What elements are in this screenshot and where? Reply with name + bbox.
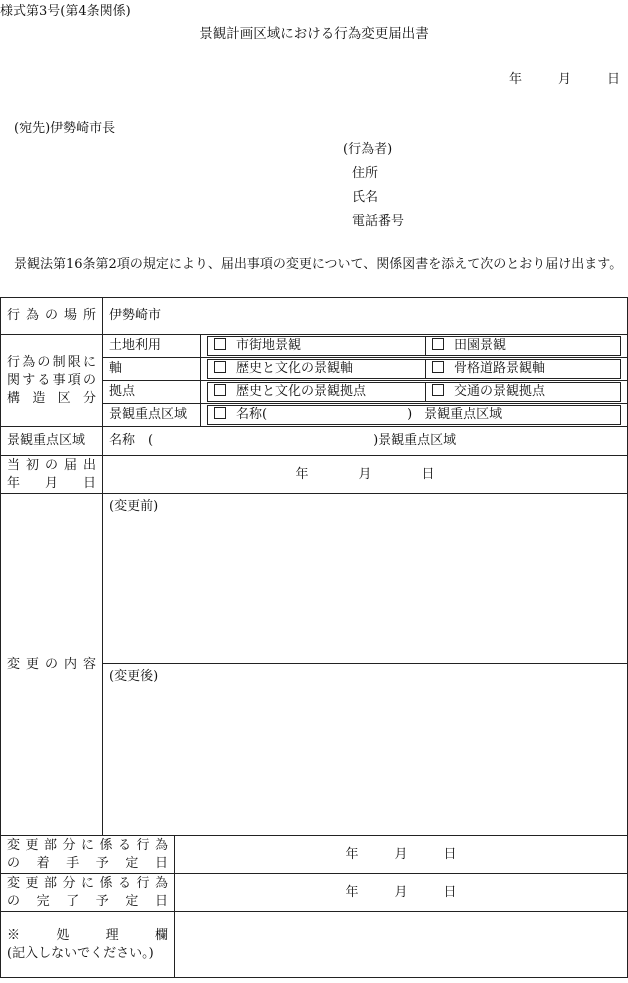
name-label: 氏名 [352, 190, 379, 205]
restriction-options [201, 404, 628, 427]
checkbox-option[interactable]: 歴史と文化の景観拠点 [208, 383, 426, 402]
start-date-field[interactable]: 年 月 日 [175, 836, 628, 874]
initial-date-label: 当初の届出 年 月 日 [1, 456, 103, 494]
before-change-field[interactable]: (変更前) [103, 494, 628, 664]
notification-form-table [0, 297, 628, 978]
address-label: 住所 [352, 166, 379, 181]
actor-label: (行為者) [343, 142, 393, 157]
checkbox-icon[interactable] [214, 407, 226, 419]
year-label: 年 [508, 72, 522, 87]
restriction-label: 行為の制限に関する事項の構造区分 [1, 335, 103, 427]
restriction-category: 拠点 [103, 381, 201, 404]
checkbox-option[interactable]: 市街地景観 [208, 337, 426, 356]
restriction-options [201, 381, 628, 404]
month-label: 月 [557, 72, 571, 87]
day-label: 日 [606, 72, 620, 87]
restriction-category: 景観重点区域 [103, 404, 201, 427]
processing-label: ※ 処 理 欄 (記入しないでください。) [1, 912, 175, 978]
restriction-options [201, 358, 628, 381]
restriction-options [201, 335, 628, 358]
checkbox-icon[interactable] [432, 361, 444, 373]
submission-date [509, 68, 620, 87]
location-value[interactable]: 伊勢崎市 [103, 298, 628, 335]
form-number: 様式第3号(第4条関係) [0, 4, 131, 19]
restriction-category: 土地利用 [103, 335, 201, 358]
checkbox-option[interactable]: 交通の景観拠点 [426, 383, 621, 402]
checkbox-icon[interactable] [214, 384, 226, 396]
checkbox-option[interactable]: 田園景観 [426, 337, 621, 356]
intro-text: 景観法第16条第2項の規定により、届出事項の変更について、関係図書を添えて次のとおり届け出ます。 [14, 257, 623, 272]
start-date-label: 変更部分に係る行為 の着手予定日 [1, 836, 175, 874]
checkbox-icon[interactable] [432, 338, 444, 350]
checkbox-option[interactable]: 名称( ) 景観重点区域 [208, 406, 621, 425]
key-area-label: 景観重点区域 [1, 427, 103, 456]
addressee: (宛先)伊勢崎市長 [14, 121, 116, 136]
checkbox-icon[interactable] [214, 338, 226, 350]
checkbox-option[interactable]: 歴史と文化の景観軸 [208, 360, 426, 379]
checkbox-option[interactable]: 骨格道路景観軸 [426, 360, 621, 379]
change-content-label: 変更の内容 [1, 494, 103, 836]
document-title: 景観計画区域における行為変更届出書 [199, 26, 429, 42]
location-label: 行為の場所 [1, 298, 103, 335]
restriction-category: 軸 [103, 358, 201, 381]
key-area-field[interactable]: 名称 ( )景観重点区域 [103, 427, 628, 456]
phone-label: 電話番号 [352, 214, 405, 229]
processing-field [175, 912, 628, 978]
initial-date-field[interactable]: 年 月 日 [103, 456, 628, 494]
after-change-field[interactable]: (変更後) [103, 664, 628, 836]
end-date-field[interactable]: 年 月 日 [175, 874, 628, 912]
checkbox-icon[interactable] [214, 361, 226, 373]
checkbox-icon[interactable] [432, 384, 444, 396]
end-date-label: 変更部分に係る行為 の完了予定日 [1, 874, 175, 912]
